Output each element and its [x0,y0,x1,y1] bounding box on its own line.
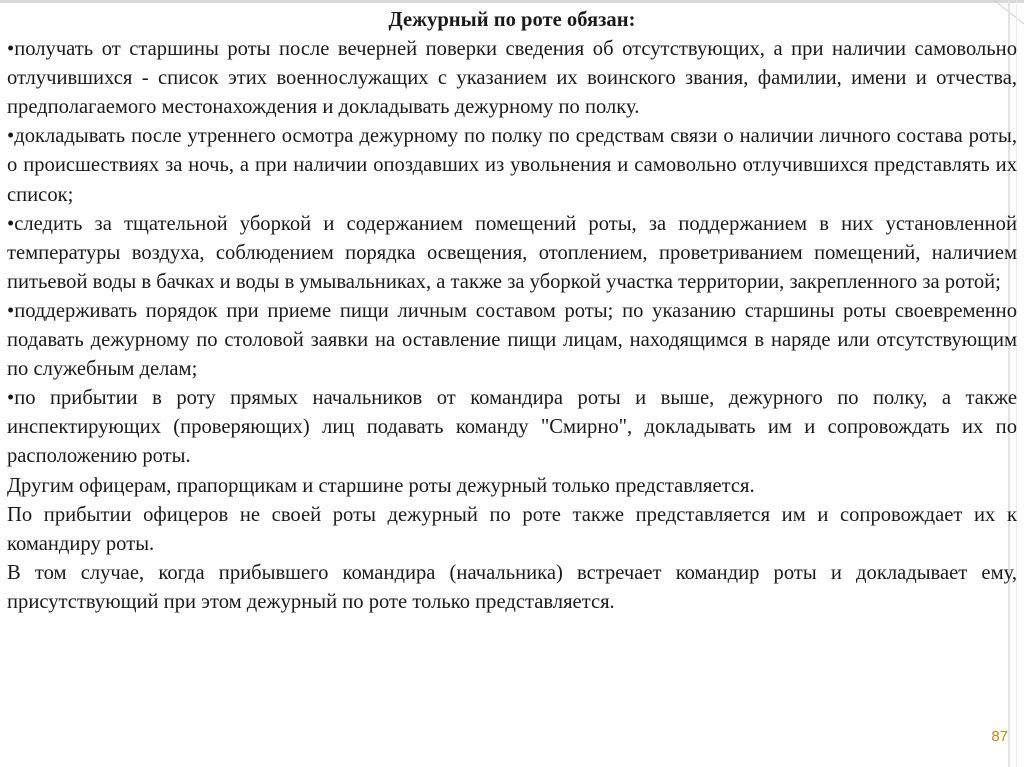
slide-content [7,6,1017,617]
page-number: 87 [991,728,1008,745]
top-border [0,0,1024,3]
bullet-paragraph-2: •докладывать после утреннего осмотра дежурному по полку по средствам связи о наличии личного состава роты, о происшествиях за ночь, а при наличии опоздавших из увольнения и самовольно отлучившихся представлять их список; [7,125,1017,206]
slide-heading: Дежурный по роте обязан: [388,9,636,31]
bullet-paragraph-3: •следить за тщательной уборкой и содержанием помещений роты, за поддержанием в них установленной температуры воздуха, соблюдением порядка освещения, отоплением, проветриванием помещений, наличием питьевой воды в бачках и воды в умывальниках, а также за уборкой участка территории, закрепленного за ротой; [7,212,1017,293]
bullet-paragraph-4: •поддерживать порядок при приеме пищи личным составом роты; по указанию старшины роты своевременно подавать дежурному по столовой заявки на оставление пищи лицам, находящимся в наряде или отсутствующим по служебным делам; [7,299,1017,381]
text-paragraph-6: Другим офицерам, прапорщикам и старшине роты дежурный только представляется. [7,474,755,497]
text-paragraph-8: В том случае, когда прибывшего командира (начальника) встречает командир роты и докладывает ему, присутствующий при этом дежурный по роте только представляется. [7,561,1017,613]
bullet-paragraph-1: •получать от старшины роты после вечерней поверки сведения об отсутствующих, а при наличии самовольно отлучившихся - список этих военнослужащих с указанием их воинского звания, фамилии, имени и отчества, предполагаемого местонахождения и докладывать дежурному по полку. [7,38,1017,119]
bullet-paragraph-5: •по прибытии в роту прямых начальников от командира роты и выше, дежурного по полку, а также инспектирующих (проверяющих) лиц подавать команду "Смирно", докладывать им и сопровождать их по расположению роты. [7,387,1017,468]
text-paragraph-7: По прибытии офицеров не своей роты дежурный по роте также представляется им и сопровождает их к командиру роты. [7,503,1017,555]
